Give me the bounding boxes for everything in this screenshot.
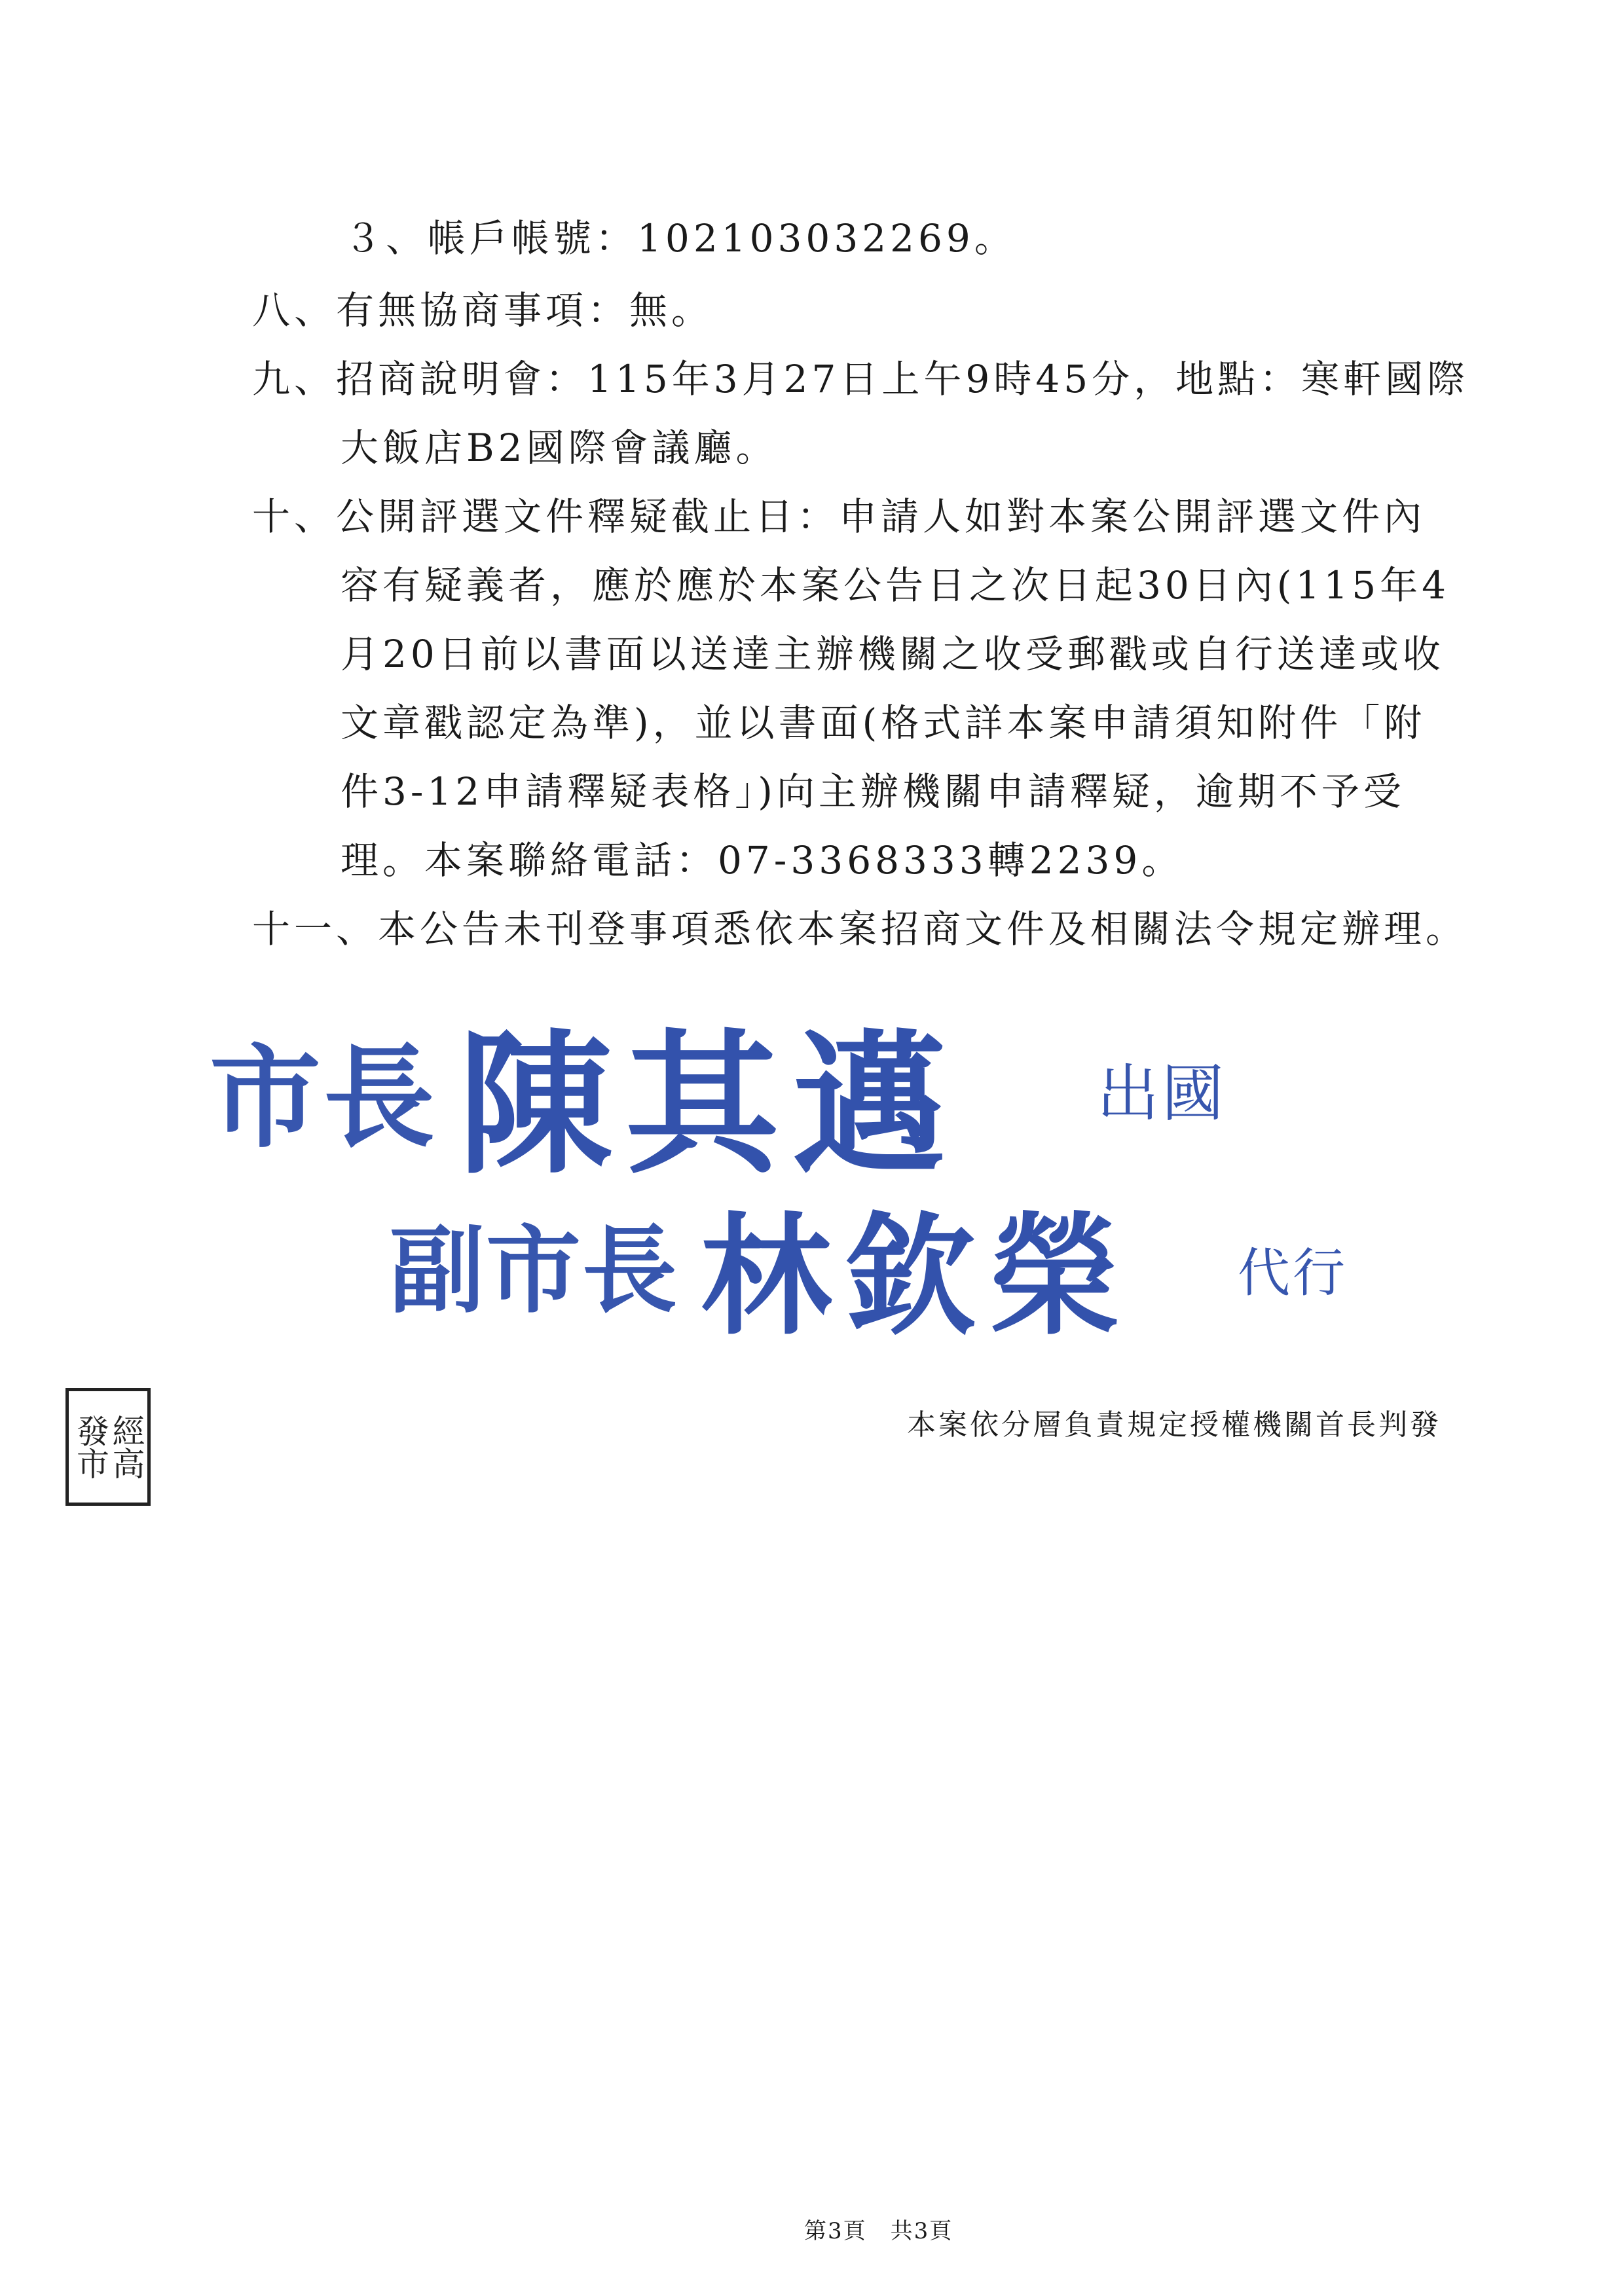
- item-number: 十一、: [252, 907, 378, 951]
- item-number: ３、: [344, 216, 428, 261]
- seal-column-left: 發市: [71, 1414, 109, 1480]
- item-10-clarification-cont-5: [341, 838, 1184, 883]
- item-10-clarification-cont-4: [341, 769, 1405, 814]
- item-text: 月20日前以書面以送達主辦機關之收受郵戳或自行送達或收: [341, 632, 1445, 676]
- authorization-note: 本案依分層負責規定授權機關首長判發: [907, 1408, 1441, 1442]
- item-text: 文章戳認定為準)，並以書面(格式詳本案申請須知附件「附: [341, 701, 1426, 745]
- item-text: 件3-12申請釋疑表格」)向主辦機關申請釋疑，逾期不予受: [341, 769, 1405, 814]
- mayor-status: 出國: [1097, 1058, 1227, 1130]
- deputy-mayor-name: 林欽榮: [701, 1199, 1134, 1353]
- mayor-signature-stamp: [0, 969, 1624, 1195]
- mayor-name: 陳其邁: [458, 1014, 959, 1195]
- item-11-other-matters: [252, 907, 1468, 951]
- mayor-role: 市長: [210, 1032, 438, 1163]
- deputy-mayor-role: 副市長: [390, 1215, 678, 1326]
- item-text: 容有疑義者，應於應於本案公告日之次日起30日內(115年4: [341, 563, 1450, 608]
- item-number: 八、: [252, 288, 337, 333]
- item-text: 公開評選文件釋疑截止日：申請人如對本案公開評選文件內: [336, 494, 1426, 539]
- item-10-clarification-cont-3: [341, 701, 1426, 745]
- item-text: 大飯店B2國際會議廳。: [341, 426, 778, 470]
- item-text: 招商說明會：115年3月27日上午9時45分，地點：寒軒國際: [336, 357, 1469, 401]
- item-number: 九、: [252, 357, 337, 401]
- issuing-seal: [65, 1388, 151, 1506]
- item-10-clarification: [252, 494, 1426, 539]
- item-text: 理。本案聯絡電話：07-3368333轉2239。: [341, 838, 1184, 883]
- item-10-clarification-cont-1: [341, 563, 1450, 608]
- item-8-negotiation: [252, 288, 714, 333]
- page-number: 第3頁 共3頁: [804, 2218, 953, 2244]
- item-10-clarification-cont-2: [341, 632, 1445, 676]
- item-9-briefing: [252, 357, 1469, 401]
- deputy-mayor-signature-stamp: [0, 1152, 1624, 1353]
- item-text: 有無協商事項：無。: [336, 288, 714, 333]
- item-account-number: [344, 216, 1016, 261]
- deputy-mayor-status: 代行: [1238, 1243, 1348, 1303]
- item-text: 本公告未刊登事項悉依本案招商文件及相關法令規定辦理。: [378, 907, 1468, 951]
- seal-column-right: 經高: [107, 1414, 145, 1480]
- item-text: 帳戶帳號：102103032269。: [428, 216, 1016, 261]
- notice-body: [0, 0, 1624, 982]
- item-number: 十、: [252, 494, 337, 539]
- item-9-briefing-cont: [341, 426, 778, 470]
